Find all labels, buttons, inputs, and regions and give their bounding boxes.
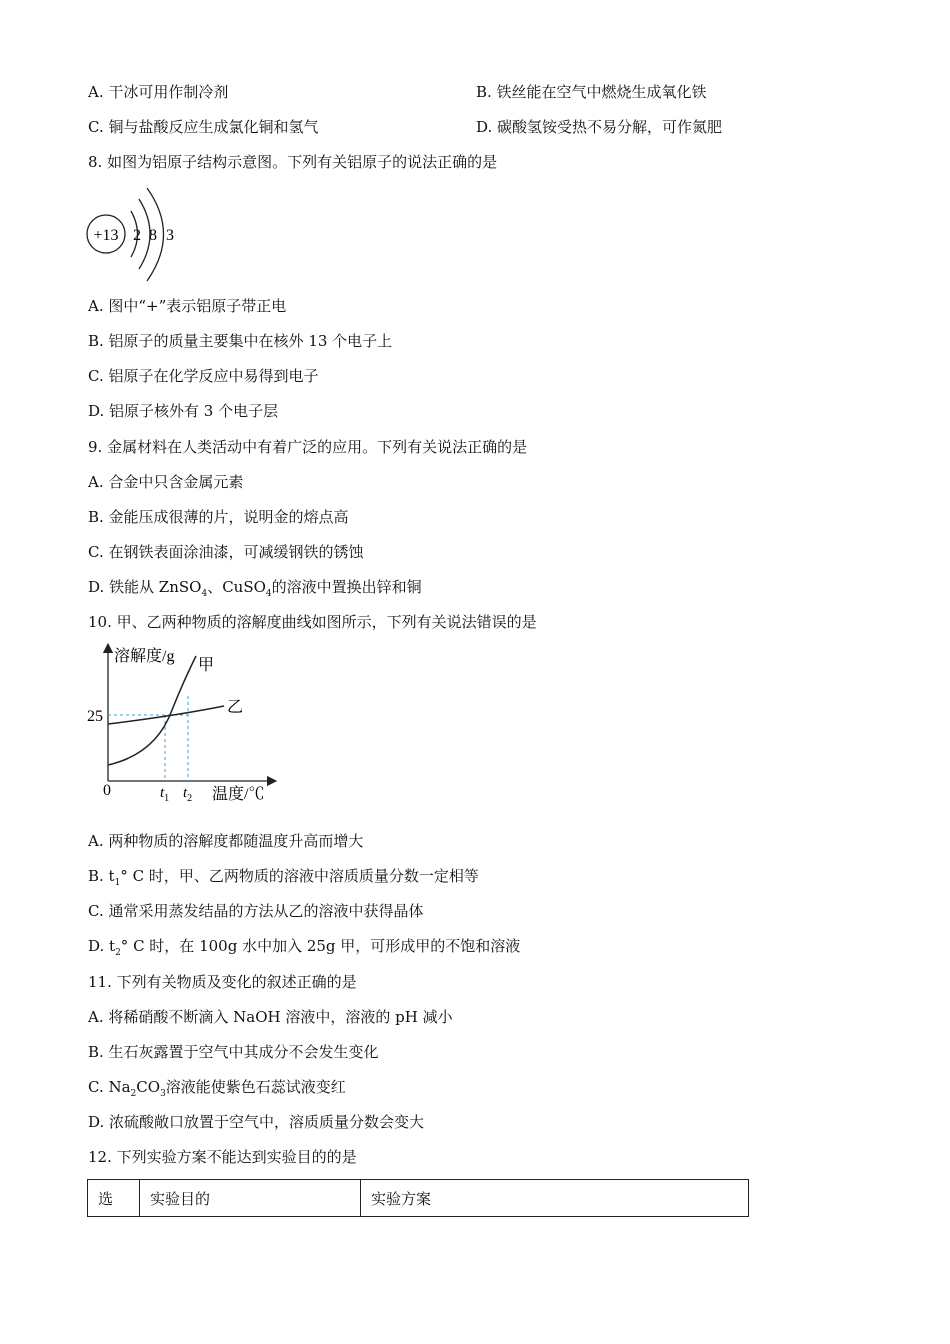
q8-option-a: A. 图中“+”表示铝原子带正电 <box>88 297 287 315</box>
series-jia-label: 甲 <box>198 657 215 674</box>
solubility-chart <box>84 642 284 810</box>
nucleus-label: +13 <box>93 227 119 244</box>
x-tick-t1: $t_1$ <box>160 785 170 804</box>
q12-table <box>87 1179 749 1217</box>
q11-option-b: B. 生石灰露置于空气中其成分不会发生变化 <box>88 1043 379 1061</box>
series-yi-label: 乙 <box>227 699 244 716</box>
table-header-row <box>88 1180 749 1217</box>
q10-option-d-sub: 2 <box>115 948 121 958</box>
q10-option-b-text-2: ° C 时，甲、乙两物质的溶液中溶质质量分数一定相等 <box>120 867 479 885</box>
q9-option-b: B. 金能压成很薄的片，说明金的熔点高 <box>88 508 349 526</box>
q7-option-b: B. 铁丝能在空气中燃烧生成氧化铁 <box>476 83 707 101</box>
table-header-cell-method: 实验方案 <box>361 1180 749 1217</box>
q10-option-d-text-1: D. t <box>88 937 116 955</box>
q10-option-d <box>88 936 520 956</box>
q10-option-b-sub: 1 <box>114 878 121 888</box>
q7-option-a: A. 干冰可用作制冷剂 <box>88 83 229 101</box>
q9-option-d-sub-2: 4 <box>265 589 272 599</box>
q10-stem: 10. 甲、乙两种物质的溶解度曲线如图所示，下列有关说法错误的是 <box>88 613 537 631</box>
q11-option-c-text-3: 溶液能使紫色石蕊试液变红 <box>165 1078 346 1096</box>
origin-label: 0 <box>103 782 111 799</box>
q11-option-c-text-1: C. Na <box>88 1078 131 1096</box>
q11-option-c-text-2: CO <box>136 1078 161 1096</box>
series-yi-curve <box>108 706 224 724</box>
aluminum-atom-diagram <box>84 186 194 286</box>
q8-option-d: D. 铝原子核外有 3 个电子层 <box>88 402 279 420</box>
q12-stem: 12. 下列实验方案不能达到实验目的的是 <box>88 1148 357 1166</box>
q8-option-c: C. 铝原子在化学反应中易得到电子 <box>88 367 319 385</box>
q10-option-a: A. 两种物质的溶解度都随温度升高而增大 <box>88 832 364 850</box>
q10-option-b <box>88 866 479 886</box>
q9-option-d-sub-1: 4 <box>201 589 208 599</box>
q11-stem: 11. 下列有关物质及变化的叙述正确的是 <box>88 973 357 991</box>
q9-option-a: A. 合金中只含金属元素 <box>88 473 244 491</box>
q11-option-a: A. 将稀硝酸不断滴入 NaOH 溶液中，溶液的 pH 减小 <box>88 1008 453 1026</box>
q11-option-c <box>88 1077 346 1097</box>
shell-1-count: 2 <box>133 227 141 244</box>
q10-option-b-text-1: B. t <box>88 867 115 885</box>
table-header-cell-purpose: 实验目的 <box>140 1180 361 1217</box>
x-tick-t2: $t_2$ <box>183 785 193 804</box>
y-axis-label: 溶解度/g <box>114 648 175 665</box>
q11-option-c-sub-1: 2 <box>130 1089 137 1099</box>
q10-option-c: C. 通常采用蒸发结晶的方法从乙的溶液中获得晶体 <box>88 902 424 920</box>
q9-option-d-text-3: 的溶液中置换出锌和铜 <box>271 578 422 596</box>
table-header-cell-option: 选 <box>88 1180 140 1217</box>
q9-option-d-text-2: 、CuSO <box>207 578 266 596</box>
q8-stem: 8. 如图为铝原子结构示意图。下列有关铝原子的说法正确的是 <box>88 153 498 171</box>
q11-option-d: D. 浓硫酸敞口放置于空气中，溶质质量分数会变大 <box>88 1113 425 1131</box>
series-jia-curve <box>108 656 196 765</box>
q9-option-d <box>88 577 422 597</box>
q7-option-d: D. 碳酸氢铵受热不易分解，可作氮肥 <box>476 118 723 136</box>
q7-option-c: C. 铜与盐酸反应生成氯化铜和氢气 <box>88 118 319 136</box>
q9-stem: 9. 金属材料在人类活动中有着广泛的应用。下列有关说法正确的是 <box>88 438 528 456</box>
q9-option-d-text-1: D. 铁能从 ZnSO <box>88 578 202 596</box>
shell-2-count: 8 <box>149 227 157 244</box>
shell-3-count: 3 <box>166 227 174 244</box>
y-tick-25: 25 <box>87 708 103 725</box>
q9-option-c: C. 在钢铁表面涂油漆，可减缓钢铁的锈蚀 <box>88 543 364 561</box>
x-axis-label: 温度/℃ <box>212 786 265 803</box>
q11-option-c-sub-2: 3 <box>160 1089 166 1099</box>
q8-option-b: B. 铝原子的质量主要集中在核外 13 个电子上 <box>88 332 393 350</box>
q10-option-d-text-2: ° C 时，在 100g 水中加入 25g 甲，可形成甲的不饱和溶液 <box>120 937 521 955</box>
